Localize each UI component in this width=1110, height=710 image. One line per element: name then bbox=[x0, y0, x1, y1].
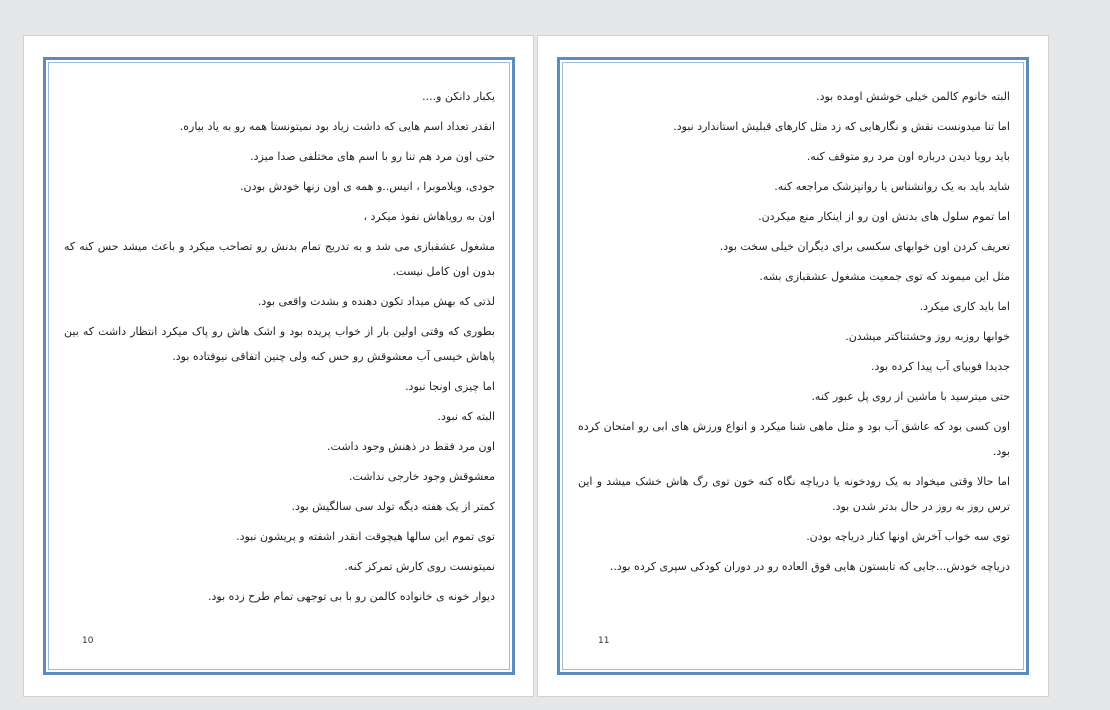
page-number: 10 bbox=[82, 636, 94, 646]
paragraph: مثل این میموند که توی جمعیت مشغول عشقبازی بشه. bbox=[759, 270, 1010, 283]
paragraph: مشغول عشقبازی می شد و به تدریج تمام بدنش رو تصاحب میکرد و باعث میشد حس کنه که بدون اون کامل نیست. bbox=[64, 240, 495, 278]
paragraph: اما باید کاری میکرد. bbox=[919, 300, 1010, 313]
paragraph: اون کسی بود که عاشق آب بود و مثل ماهی شنا میکرد و انواع ورزش های ابی رو امتحان کرده بود. bbox=[578, 420, 1010, 458]
paragraph: حتی اون مرد هم تنا رو با اسم های مختلفی صدا میزد. bbox=[250, 150, 495, 163]
paragraph: دیوار خونه ی خانواده کالمن رو با بی توجهی تمام طرح زده بود. bbox=[208, 590, 495, 603]
paragraph: تعریف کردن اون خوابهای سکسی برای دیگران خیلی سخت بود. bbox=[719, 240, 1010, 253]
paragraph: خوابها روزبه روز وحشتناکتر میشدن. bbox=[845, 330, 1010, 343]
paragraph: یکبار دانکن و.... bbox=[422, 90, 495, 103]
paragraph: بطوری که وقتی اولین بار از خواب پریده بود و اشک هاش رو پاک میکرد انتظار داشت که بین پاهاش خیسی آب معشوقش رو حس کنه ولی چنین اتفاقی نیوفتاده بود. bbox=[64, 325, 495, 363]
paragraph: اما تموم سلول های بدنش اون رو از اینکار منع میکردن. bbox=[758, 210, 1010, 223]
paragraph: انقدر تعداد اسم هایی که داشت زیاد بود نمیتونستا همه رو به یاد بیاره. bbox=[179, 120, 495, 133]
page-text-body bbox=[64, 84, 495, 614]
paragraph: شاید باید به یک روانشناس یا روانپزشک مراجعه کنه. bbox=[774, 180, 1010, 193]
paragraph: معشوقش وجود خارجی نداشت. bbox=[349, 470, 495, 483]
paragraph: اون به رویاهاش نفوذ میکرد ، bbox=[363, 210, 495, 223]
paragraph: توی سه خواب آخرش اونها کنار دریاچه بودن. bbox=[806, 530, 1010, 543]
page-number: 11 bbox=[598, 636, 610, 646]
page-text-body bbox=[578, 84, 1010, 584]
paragraph: جودی، ویلاموبرا ، انیس..و همه ی اون زنها خودش بودن. bbox=[240, 180, 495, 193]
paragraph: توی تموم این سالها هیچوقت انقدر اشفته و پریشون نبود. bbox=[236, 530, 495, 543]
document-page-left bbox=[23, 35, 534, 697]
document-page-right bbox=[537, 35, 1049, 697]
paragraph: لذتی که بهش میداد تکون دهنده و بشدت واقعی بود. bbox=[257, 295, 495, 308]
paragraph: اما تنا میدونست نقش و نگارهایی که زد مثل کارهای قبلیش استاندارد نبود. bbox=[673, 120, 1010, 133]
paragraph: اون مرد فقط در ذهنش وجود داشت. bbox=[327, 440, 495, 453]
paragraph: دریاچه خودش...جایی که تابستون هایی فوق العاده رو در دوران کودکی سپری کرده بود.. bbox=[609, 560, 1010, 573]
paragraph: حتی میترسید با ماشین از روی پل عبور کنه. bbox=[811, 390, 1010, 403]
paragraph: جدیدا فوبیای آب پیدا کرده بود. bbox=[871, 360, 1010, 373]
paragraph: اما حالا وقتی میخواد به یک رودخونه یا دریاچه نگاه کنه خون توی رگ هاش خشک میشد و این ترس روز به روز در حال بدتر شدن بود. bbox=[578, 475, 1010, 513]
paragraph: نمیتونست روی کارش تمرکز کنه. bbox=[344, 560, 495, 573]
paragraph: باید رویا دیدن درباره اون مرد رو متوقف کنه. bbox=[806, 150, 1010, 163]
paragraph: البته که نبود. bbox=[437, 410, 495, 423]
paragraph: البته خانوم کالمن خیلی خوشش اومده بود. bbox=[816, 90, 1010, 103]
paragraph: اما چیزی اونجا نبود. bbox=[405, 380, 495, 393]
paragraph: کمتر از یک هفته دیگه تولد سی سالگیش بود. bbox=[291, 500, 495, 513]
